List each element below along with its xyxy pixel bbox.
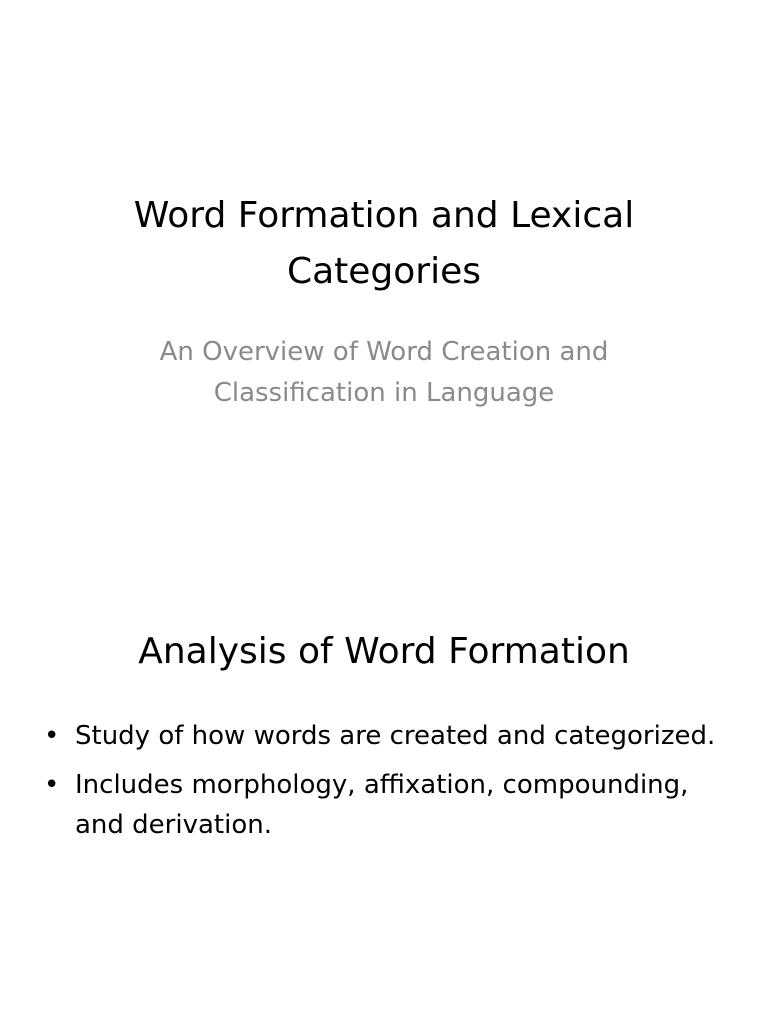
bullet-item xyxy=(42,765,722,845)
slide-title-heading: Word Formation and Lexical Categories xyxy=(133,195,635,292)
bullet-icon: • xyxy=(44,721,60,751)
slide-subtitle: An Overview of Word Creation and Classification in Language xyxy=(159,337,609,408)
slide-analysis-heading: Analysis of Word Formation xyxy=(138,631,630,672)
bullet-list xyxy=(42,716,722,854)
bullet-text: Study of how words are created and categorized. xyxy=(75,721,716,751)
bullet-item xyxy=(42,716,722,756)
bullet-icon: • xyxy=(44,770,60,800)
slide-analysis xyxy=(0,512,768,1024)
bullet-text: Includes morphology, affixation, compounding, and derivation. xyxy=(75,770,689,840)
